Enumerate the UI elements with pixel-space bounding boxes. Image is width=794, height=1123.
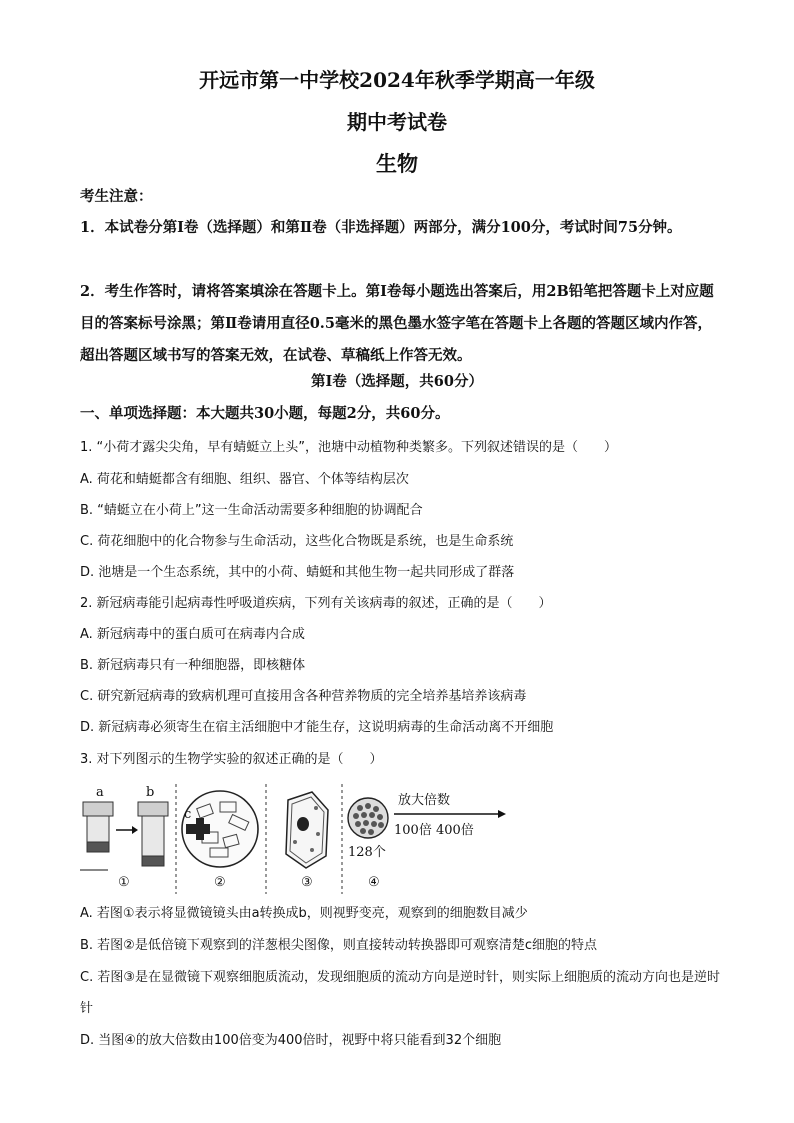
zoom-title: 放大倍数 bbox=[398, 793, 451, 808]
part-heading: 一、单项选择题：本大题共30小题，每题2分，共60分。 bbox=[80, 405, 450, 422]
label-c: c bbox=[184, 807, 192, 822]
arrow-right-icon bbox=[498, 810, 506, 818]
notice-item-1: 1．本试卷分第Ⅰ卷（选择题）和第Ⅱ卷（非选择题）两部分，满分100分，考试时间75分钟。 bbox=[80, 219, 682, 236]
question-option: A. 若图①表示将显微镜镜头由a转换成b，则视野变亮，观察到的细胞数目减少 bbox=[80, 906, 528, 921]
question-option: D. 当图④的放大倍数由100倍变为400倍时，视野中将只能看到32个细胞 bbox=[80, 1033, 502, 1048]
question-option: C. 研究新冠病毒的致病机理可直接用含各种营养物质的完全培养基培养该病毒 bbox=[80, 689, 527, 704]
caption-3: ③ bbox=[301, 875, 313, 890]
question-option: A. 荷花和蜻蜓都含有细胞、组织、器官、个体等结构层次 bbox=[80, 472, 409, 487]
question-stem: 1. “小荷才露尖尖角，早有蜻蜓立上头”，池塘中动植物种类繁多。下列叙述错误的是（ ） bbox=[80, 440, 618, 455]
notice-item-2: 2．考生作答时，请将答案填涂在答题卡上。第Ⅰ卷每小题选出答案后，用2B铅笔把答题卡上对应题目的答案标号涂黑；第Ⅱ卷请用直径0.5毫米的黑色墨水签字笔在答题卡上各题的答题区域内作答，超出答题区域书写的答案无效，在试卷、草稿纸上作答无效。 bbox=[80, 283, 714, 364]
caption-1: ① bbox=[118, 875, 130, 890]
question-option: D. 新冠病毒必须寄生在宿主活细胞中才能生存，这说明病毒的生命活动离不开细胞 bbox=[80, 720, 554, 735]
question-option: B. 新冠病毒只有一种细胞器，即核糖体 bbox=[80, 658, 306, 673]
caption-4: ④ bbox=[368, 875, 380, 890]
notice-heading: 考生注意： bbox=[80, 188, 153, 205]
cell-count: 128个 bbox=[348, 845, 386, 860]
question-option: C. 若图③是在显微镜下观察细胞质流动，发现细胞质的流动方向是逆时针，则实际上细胞质的流动方向也是逆时针 bbox=[80, 970, 720, 1016]
zoom-values: 100倍 400倍 bbox=[394, 823, 474, 838]
question-option: B. “蜻蜓立在小荷上”这一生命活动需要多种细胞的协调配合 bbox=[80, 503, 423, 518]
root-tip-figure bbox=[182, 791, 258, 890]
section-title: 第Ⅰ卷（选择题，共60分） bbox=[311, 373, 483, 390]
caption-2: ② bbox=[214, 875, 226, 890]
label-a: a bbox=[96, 785, 104, 800]
question-option: C. 荷花细胞中的化合物参与生命活动，这些化合物既是系统，也是生命系统 bbox=[80, 534, 514, 549]
objective-lens-figure bbox=[80, 785, 168, 890]
label-b: b bbox=[146, 785, 155, 800]
subject-title: 生物 bbox=[376, 151, 418, 176]
exam-subtitle: 期中考试卷 bbox=[347, 110, 447, 134]
experiment-figure bbox=[80, 784, 510, 894]
magnification-figure bbox=[348, 792, 506, 890]
question-stem: 2. 新冠病毒能引起病毒性呼吸道疾病，下列有关该病毒的叙述，正确的是（ ） bbox=[80, 596, 552, 611]
plant-cell-figure bbox=[286, 792, 328, 890]
question-option: B. 若图②是低倍镜下观察到的洋葱根尖图像，则直接转动转换器即可观察清楚c细胞的特点 bbox=[80, 938, 597, 953]
question-option: A. 新冠病毒中的蛋白质可在病毒内合成 bbox=[80, 627, 305, 642]
exam-title: 开远市第一中学校2024年秋季学期高一年级 bbox=[199, 68, 595, 92]
question-option: D. 池塘是一个生态系统，其中的小荷、蜻蜓和其他生物一起共同形成了群落 bbox=[80, 565, 515, 580]
arrow-right-icon bbox=[132, 826, 138, 834]
question-stem: 3. 对下列图示的生物学实验的叙述正确的是（ ） bbox=[80, 752, 383, 767]
